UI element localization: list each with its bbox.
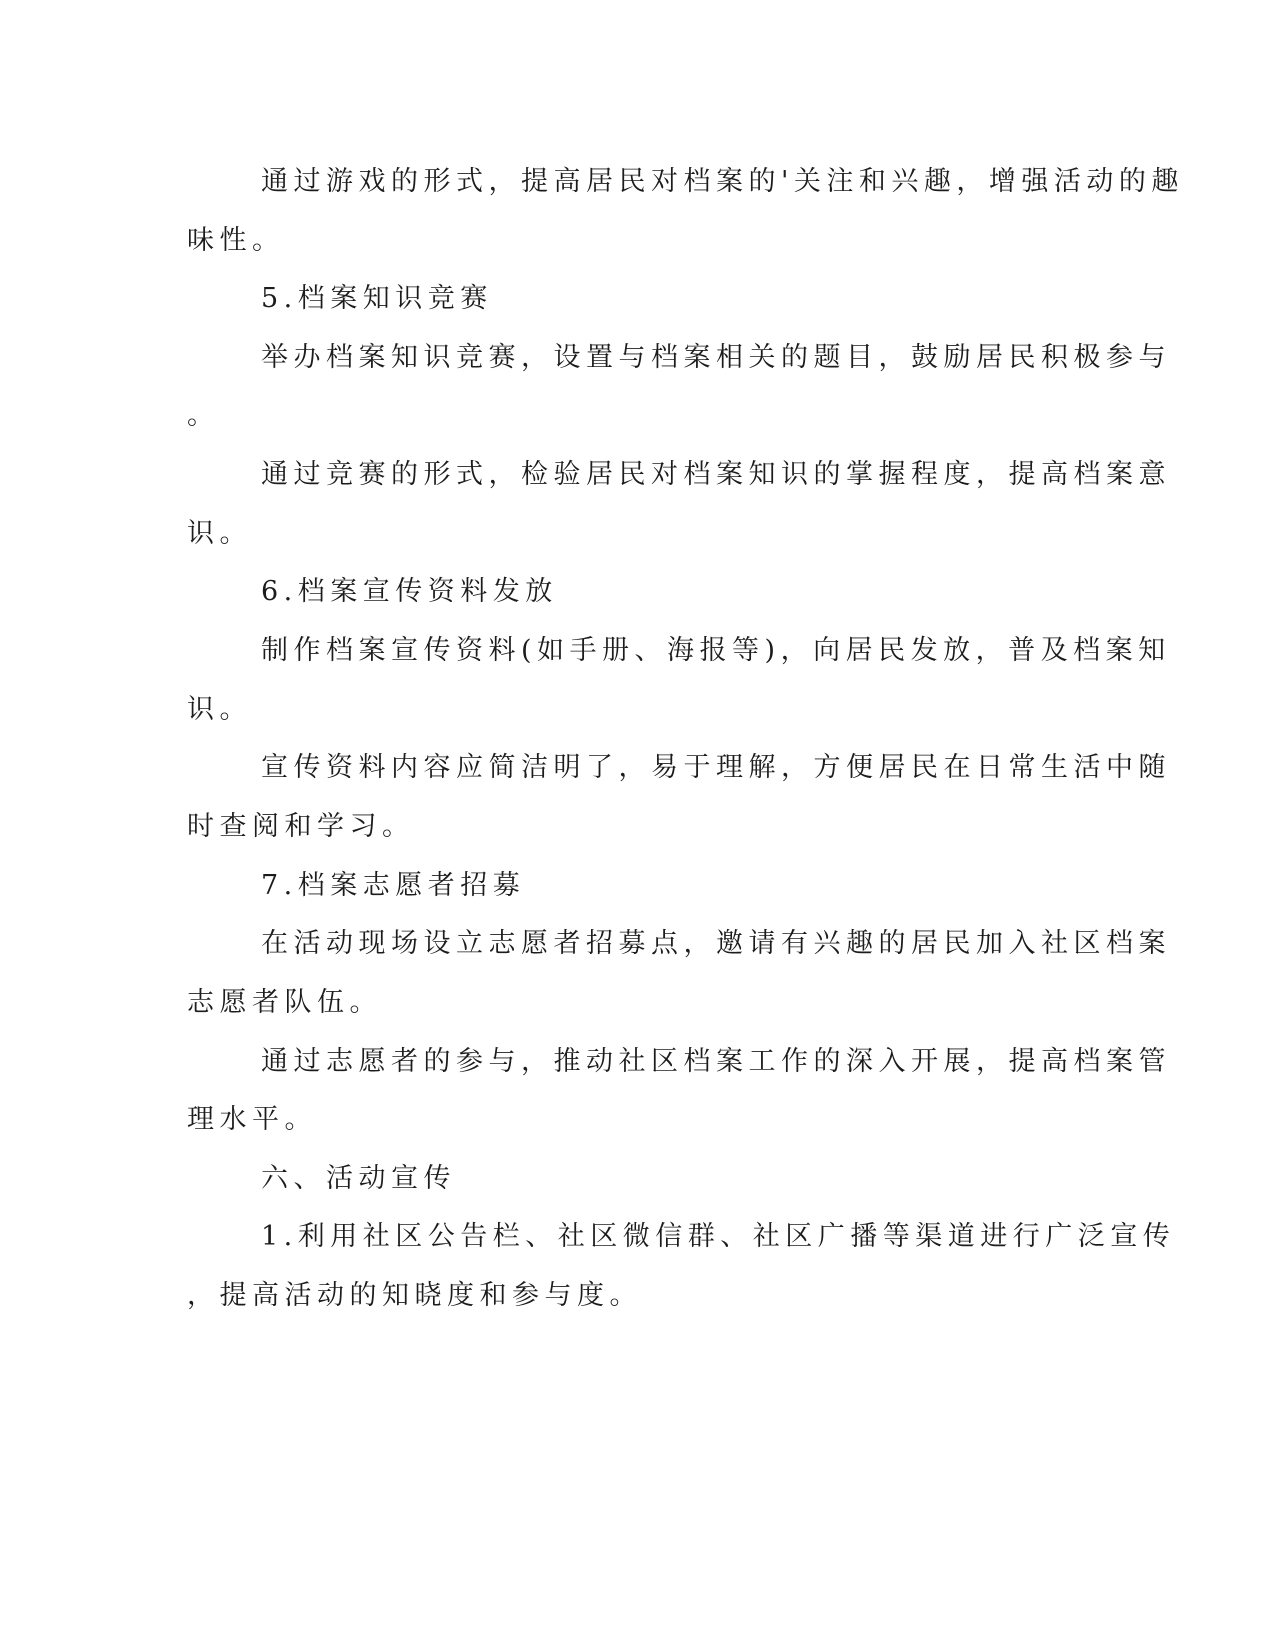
section-heading: 六、活动宣传 xyxy=(261,1163,456,1194)
paragraph-line: 宣传资料内容应简洁明了，易于理解，方便居民在日常生活中随 xyxy=(261,752,1171,783)
paragraph-line: 味性。 xyxy=(187,225,285,256)
paragraph-line: ，提高活动的知晓度和参与度。 xyxy=(187,1280,642,1311)
paragraph-line: 制作档案宣传资料(如手册、海报等)，向居民发放，普及档案知 xyxy=(261,635,1171,666)
paragraph-line: 通过游戏的形式，提高居民对档案的'关注和兴趣，增强活动的趣 xyxy=(261,166,1184,197)
paragraph-line: 。 xyxy=(187,400,220,431)
paragraph-line: 识。 xyxy=(187,694,252,725)
section-heading: 6.档案宣传资料发放 xyxy=(261,576,558,607)
paragraph-line: 1.利用社区公告栏、社区微信群、社区广播等渠道进行广泛宣传 xyxy=(261,1221,1176,1252)
section-heading: 7.档案志愿者招募 xyxy=(261,870,526,901)
paragraph-line: 通过志愿者的参与，推动社区档案工作的深入开展，提高档案管 xyxy=(261,1046,1171,1077)
paragraph-line: 识。 xyxy=(187,518,252,549)
paragraph-line: 时查阅和学习。 xyxy=(187,811,415,842)
paragraph-line: 在活动现场设立志愿者招募点，邀请有兴趣的居民加入社区档案 xyxy=(261,928,1171,959)
paragraph-line: 理水平。 xyxy=(187,1104,317,1135)
paragraph-line: 志愿者队伍。 xyxy=(187,987,382,1018)
paragraph-line: 举办档案知识竞赛，设置与档案相关的题目，鼓励居民积极参与 xyxy=(261,342,1171,373)
paragraph-line: 通过竞赛的形式，检验居民对档案知识的掌握程度，提高档案意 xyxy=(261,459,1171,490)
section-heading: 5.档案知识竞赛 xyxy=(261,283,493,314)
